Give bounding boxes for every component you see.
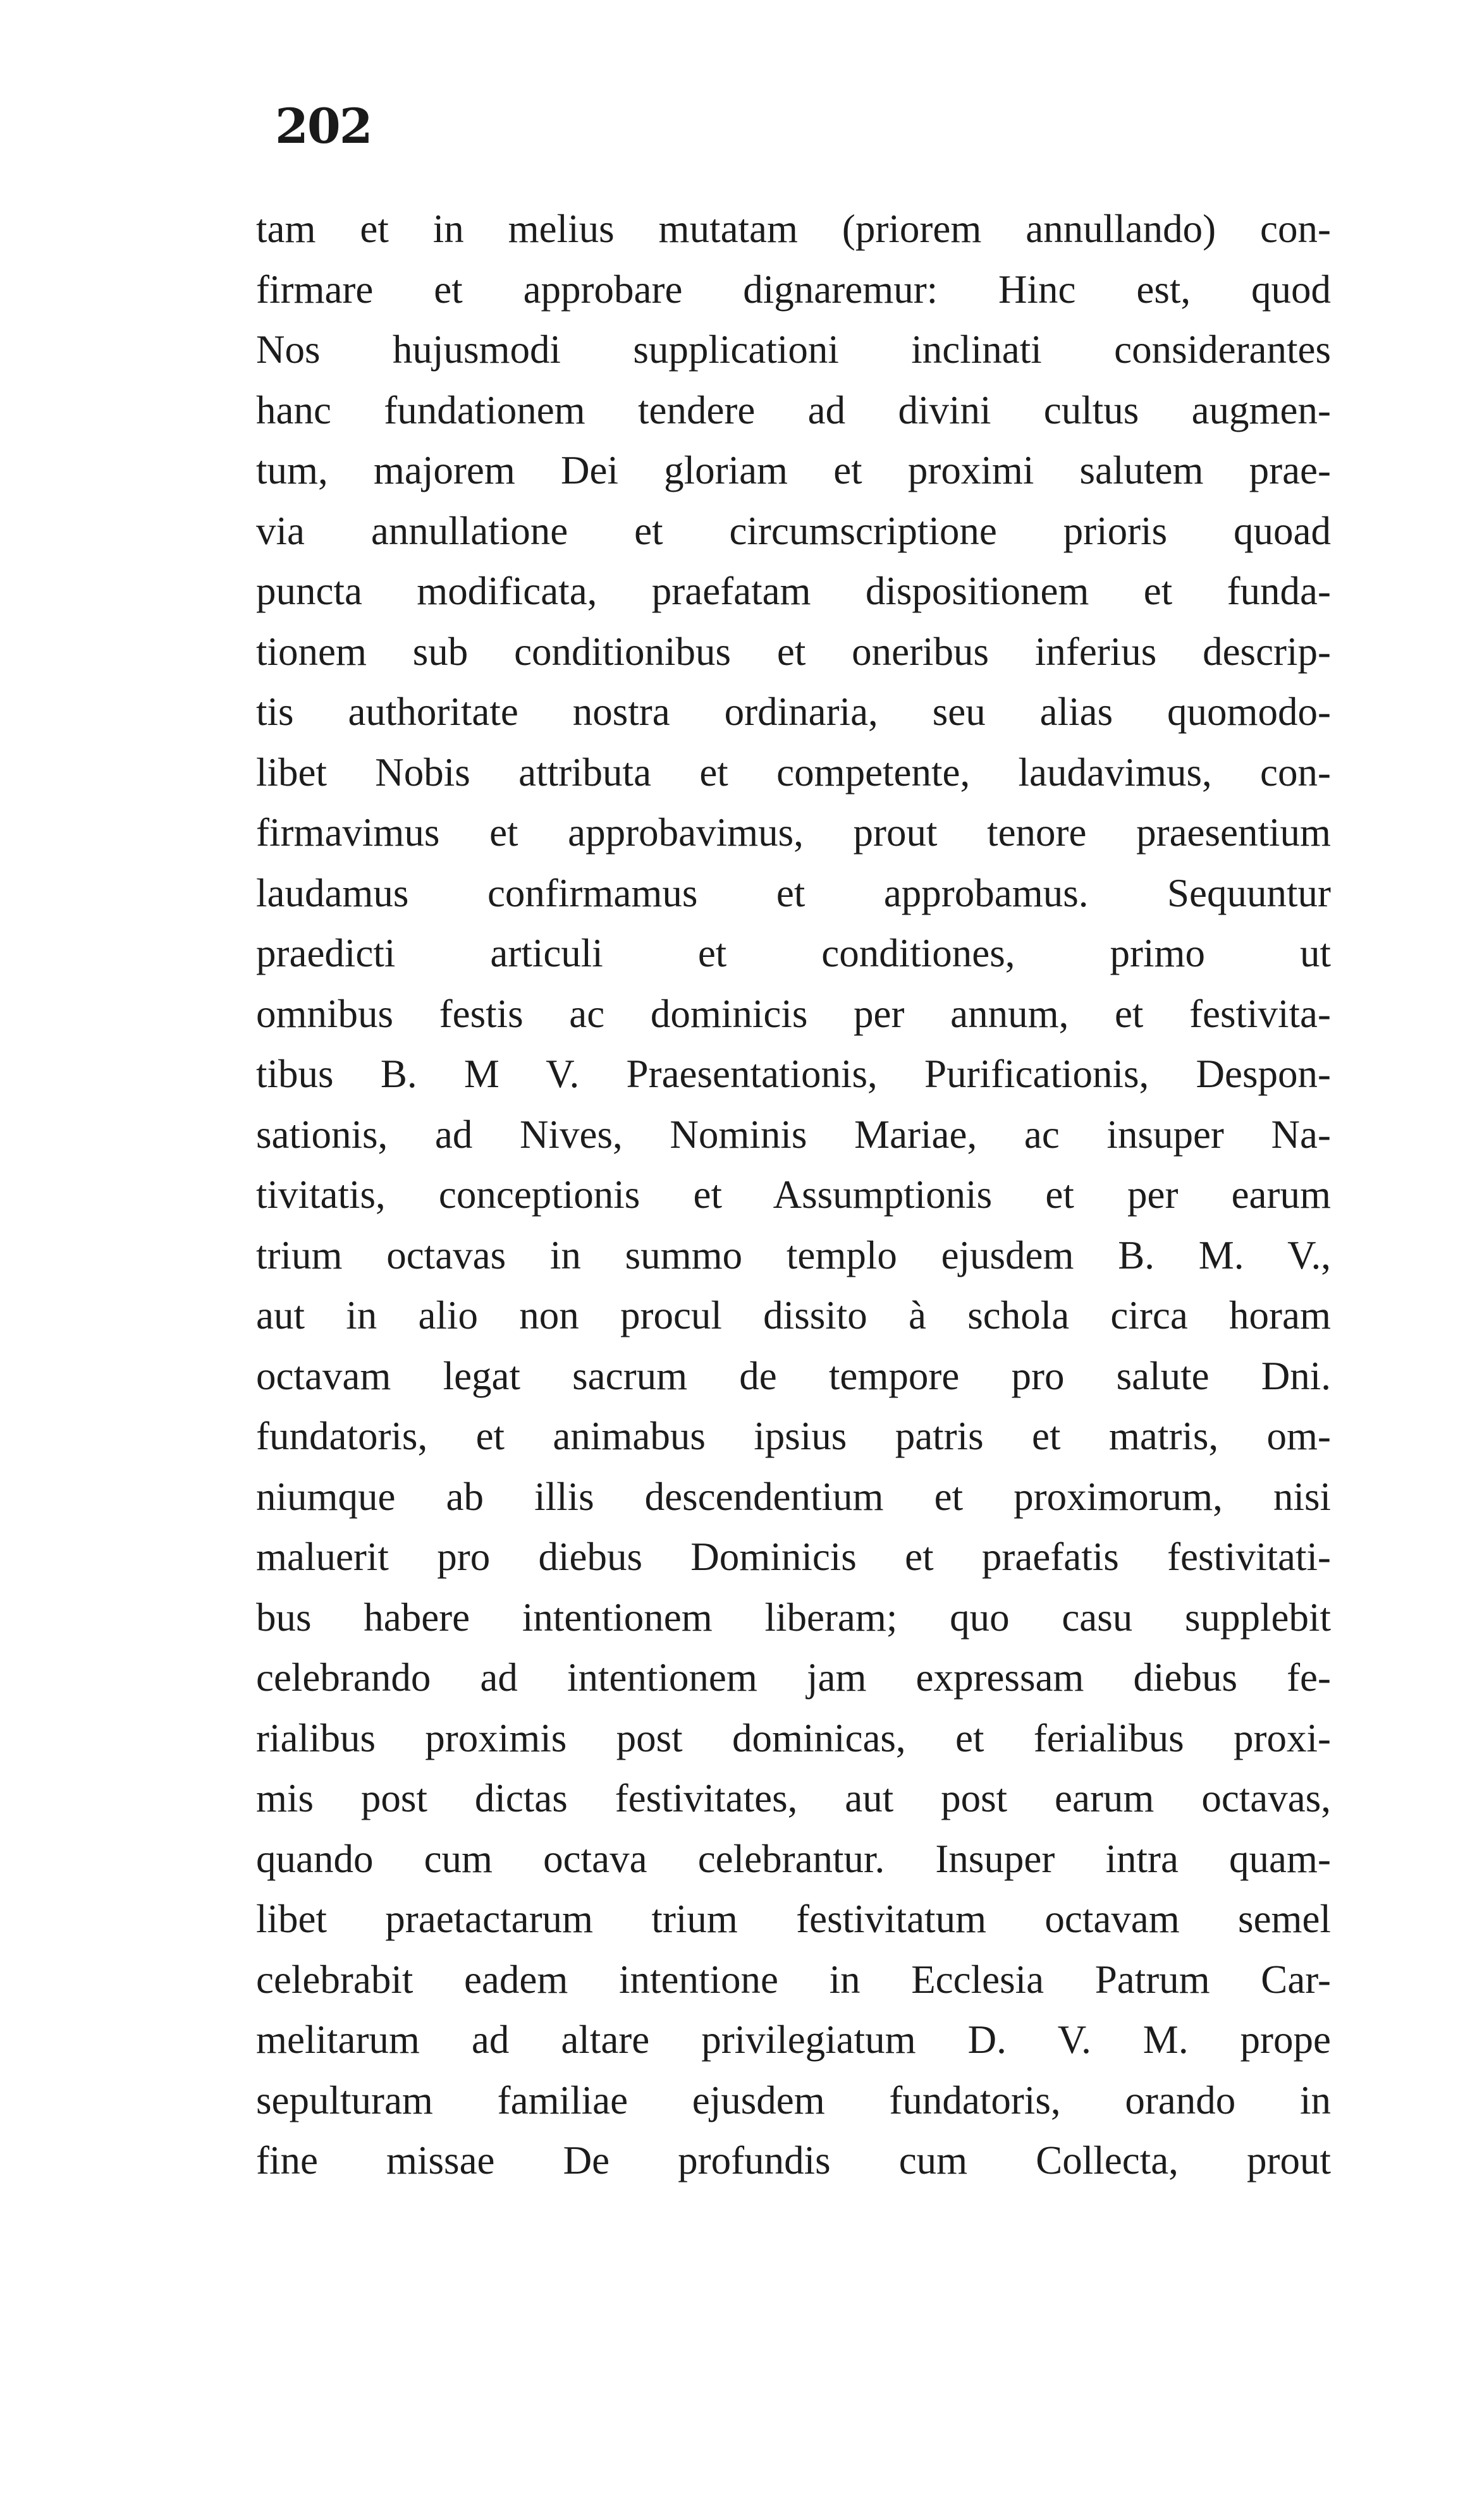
text-line: rialibus proximis post dominicas, et ferialibus proxi- — [256, 1715, 1331, 1760]
text-line: octavam legat sacrum de tempore pro salute Dni. — [256, 1353, 1331, 1398]
text-line: tis authoritate nostra ordinaria, seu alias quomodo- — [256, 690, 1331, 734]
text-line: tionem sub conditionibus et oneribus inferius descrip- — [256, 629, 1331, 674]
text-line: tibus B. M V. Praesentationis, Purificationis, Despon- — [256, 1052, 1331, 1096]
text-line: libet Nobis attributa et competente, laudavimus, con- — [256, 750, 1331, 794]
text-line: tivitatis, conceptionis et Assumptionis et per earum — [256, 1172, 1331, 1217]
text-line: trium octavas in summo templo ejusdem B. M. V., — [256, 1233, 1331, 1277]
text-line: laudamus confirmamus et approbamus. Sequuntur — [256, 870, 1331, 915]
text-line: hanc fundationem tendere ad divini cultus augmen- — [256, 387, 1331, 432]
text-line: bus habere intentionem liberam; quo casu supplebit — [256, 1595, 1331, 1640]
text-line: omnibus festis ac dominicis per annum, et festivita- — [256, 991, 1331, 1036]
text-line: sepulturam familiae ejusdem fundatoris, orando in — [256, 2078, 1331, 2122]
text-line: puncta modificata, praefatam dispositionem et funda- — [256, 569, 1331, 613]
text-line: sationis, ad Nives, Nominis Mariae, ac insuper Na- — [256, 1112, 1331, 1157]
text-line: fine missae De profundis cum Collecta, prout — [256, 2138, 1331, 2182]
text-line: via annullatione et circumscriptione prioris quoad — [256, 508, 1331, 553]
text-line: aut in alio non procul dissito à schola circa horam — [256, 1293, 1331, 1337]
text-line: praedicti articuli et conditiones, primo ut — [256, 931, 1331, 975]
text-line: mis post dictas festivitates, aut post earum octavas, — [256, 1776, 1331, 1820]
text-line: celebrando ad intentionem jam expressam diebus fe- — [256, 1655, 1331, 1700]
text-line: firmavimus et approbavimus, prout tenore praesentium — [256, 810, 1331, 855]
text-line: firmare et approbare dignaremur: Hinc est, quod — [256, 267, 1331, 312]
body-text — [256, 199, 1331, 2191]
text-line: celebrabit eadem intentione in Ecclesia Patrum Car- — [256, 1957, 1331, 2002]
text-line: tum, majorem Dei gloriam et proximi salutem prae- — [256, 448, 1331, 492]
text-line: tam et in melius mutatam (priorem annullando) con- — [256, 207, 1331, 251]
text-line: maluerit pro diebus Dominicis et praefatis festivitati- — [256, 1535, 1331, 1579]
text-line: libet praetactarum trium festivitatum octavam semel — [256, 1897, 1331, 1941]
text-line: fundatoris, et animabus ipsius patris et matris, om- — [256, 1414, 1331, 1458]
text-line: niumque ab illis descendentium et proximorum, nisi — [256, 1474, 1331, 1519]
text-line: melitarum ad altare privilegiatum D. V. M. prope — [256, 2018, 1331, 2062]
page-number: 202 — [275, 98, 372, 154]
text-line: Nos hujusmodi supplicationi inclinati considerantes — [256, 327, 1331, 372]
text-line: quando cum octava celebrantur. Insuper intra quam- — [256, 1836, 1331, 1881]
